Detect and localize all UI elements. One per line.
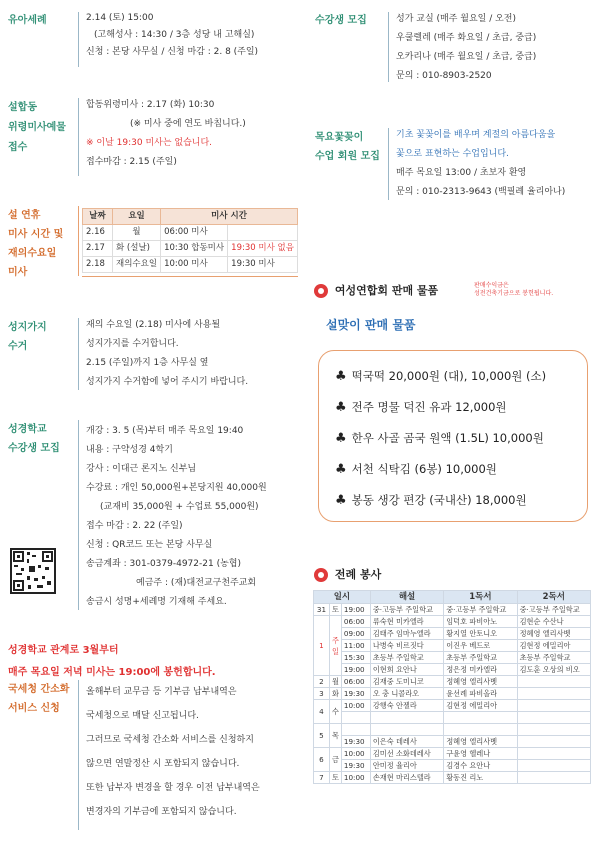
schedule-header-day: 요일 bbox=[113, 209, 161, 225]
volunteer-row: 09:00 김태주 임마누엘라 황지열 안토니오 정혜영 엘리사벳 bbox=[314, 628, 591, 640]
volunteer-row: 2 월 06:00 김재중 도미니코 정혜영 엘리사벳 bbox=[314, 676, 591, 688]
holiday-schedule-table bbox=[82, 208, 298, 273]
bible-school-body: 개강 : 3. 5 (목)부터 매주 목요일 19:40 내용 : 구약성경 4학기 강사 : 이대근 론지노 신부님 수강료 : 개인 50,000원+본당지원 40,000원 (교재비 35,000원 + 수업료 55,000원) 접수 마감 : 2. 22 (주일) 신청 : QR코드 또는 본당 사무실 송금계좌 : 301-0379-4972-21 (농협) 예금주 : (재)대전교구천주교회 송금시 성명+세례명 기재해 주세요. bbox=[86, 426, 267, 607]
volunteer-row bbox=[314, 712, 591, 724]
location-pin-icon bbox=[314, 284, 328, 298]
flower-title: 목요꽃꽂이 수업 회원 모집 bbox=[315, 132, 380, 162]
schedule-header-date: 날짜 bbox=[83, 209, 113, 225]
tax-title: 국세청 간소화 서비스 신청 bbox=[8, 684, 70, 714]
sale-note: 판매수익금은 성전건축기금으로 봉헌됩니다. bbox=[474, 282, 554, 297]
new-year-mass-line: (※ 미사 중에 연도 바칩니다.) bbox=[130, 119, 246, 129]
volunteer-row: 19:00 이현희 요안나 정은정 미카엘라 김도훈 오상의 비오 bbox=[314, 664, 591, 676]
volunteer-row: 7 토 10:00 손재현 마리스텔라 황동진 리노 bbox=[314, 772, 591, 784]
bible-school-title: 성경학교 수강생 모집 bbox=[8, 424, 60, 454]
flower-body: 기초 꽃꽂이를 배우며 계절의 아름다움을 꽃으로 표현하는 수업입니다. 매주 목요일 13:00 / 초보자 환영 문의 : 010-2313-9643 (백필례 율리아나) bbox=[396, 130, 566, 197]
tax-body: 올해부터 교무금 등 기부금 납부내역은 국세청으로 매달 신고됩니다. 그러므로 국세청 간소화 서비스를 신청하지 않으면 연말정산 시 포함되지 않습니다. 또한 납부자 변경을 할 경우 이전 납부내역은 변경자의 기부금에 포함되지 않습니다. bbox=[86, 687, 260, 817]
sale-item: ♣ 전주 명물 덕진 유과 12,000원 bbox=[335, 400, 507, 415]
sale-item: ♣ 떡국떡 20,000원 (대), 10,000원 (소) bbox=[335, 369, 547, 384]
volunteer-header-label: 전례 봉사 bbox=[334, 568, 382, 582]
volunteer-header bbox=[314, 568, 381, 582]
palm-title: 성지가지 수거 bbox=[8, 322, 47, 352]
infant-baptism-title: 유아세례 bbox=[8, 15, 47, 26]
volunteer-row: 5 목 bbox=[314, 724, 591, 736]
sale-items-list bbox=[335, 361, 546, 516]
schedule-header-row bbox=[83, 209, 298, 225]
new-year-mass-line: ※ 이날 19:30 미사는 없습니다. bbox=[86, 138, 213, 148]
sale-item: ♣ 서천 식탁김 (6봉) 10,000원 bbox=[335, 462, 497, 477]
sale-header bbox=[314, 284, 438, 298]
infant-baptism-line: 신청 : 본당 사무실 / 신청 마감 : 2. 8 (주일) bbox=[86, 47, 259, 57]
new-year-mass-body bbox=[86, 96, 246, 172]
recruit-body: 성가 교실 (매주 월요일 / 오전) 우쿨렐레 (매주 화요일 / 초급, 중급) 오카리나 (매주 월요일 / 초급, 중급) 문의 : 010-8903-2520 bbox=[396, 14, 537, 81]
palm-body: 재의 수요일 (2.18) 미사에 사용될 성지가지를 수거합니다. 2.15 (주일)까지 1층 사무실 옆 성지가지 수거함에 넣어 주시기 바랍니다. bbox=[86, 320, 249, 387]
new-year-mass-title: 설합동 위령미사예물 접수 bbox=[8, 102, 66, 153]
schedule-row: 2.18 재의수요일 10:00 미사 19:30 미사 bbox=[83, 257, 298, 273]
qr-code-icon[interactable] bbox=[10, 548, 56, 594]
schedule-row: 2.16 월 06:00 미사 bbox=[83, 225, 298, 241]
recruit-title: 수강생 모집 bbox=[315, 15, 367, 26]
sale-item: ♣ 봉동 생강 편강 (국내산) 18,000원 bbox=[335, 493, 527, 508]
infant-baptism-body bbox=[86, 10, 258, 61]
infant-baptism-line: 2.14 (토) 15:00 bbox=[86, 13, 154, 23]
volunteer-row: 3 화 19:30 오 충 니콜라오 윤선례 파비올라 bbox=[314, 688, 591, 700]
volunteer-row: 4 수 10:00 강행숙 안젤라 김현정 에밀리아 bbox=[314, 700, 591, 712]
volunteer-table bbox=[313, 590, 591, 784]
new-year-mass-line: 합동위령미사 : 2.17 (화) 10:30 bbox=[86, 100, 215, 110]
club-icon: ♣ bbox=[335, 400, 347, 415]
new-year-mass-line: 접수마감 : 2.15 (주일) bbox=[86, 157, 177, 167]
volunteer-row: 11:00 나병숙 비르짓다 이진우 베드로 김현정 에밀리아 bbox=[314, 640, 591, 652]
volunteer-row: 19:30 이은숙 데레사 정혜영 엘리사벳 bbox=[314, 736, 591, 748]
volunteer-row: 6 금 10:00 김미선 소화데레사 구윤영 헬레나 bbox=[314, 748, 591, 760]
sale-items-box bbox=[318, 350, 588, 522]
volunteer-row: 1 주일 06:00 류숙현 미카엘라 임덕호 파비아노 김현순 수산나 bbox=[314, 616, 591, 628]
bible-notice: 성경학교 관계로 3월부터 매주 목요일 저녁 미사는 19:00에 봉헌합니다. bbox=[8, 645, 216, 678]
infant-baptism-line: (고해성사 : 14:30 / 3층 성당 내 고해실) bbox=[94, 30, 255, 40]
sale-item: ♣ 한우 사골 곰국 원액 (1.5L) 10,000원 bbox=[335, 431, 544, 446]
club-icon: ♣ bbox=[335, 462, 347, 477]
club-icon: ♣ bbox=[335, 431, 347, 446]
location-pin-icon bbox=[314, 568, 328, 582]
volunteer-header-row: 일시 해설 1독서 2독서 bbox=[314, 591, 591, 604]
sale-subtitle: 설맞이 판매 물품 bbox=[326, 318, 416, 332]
schedule-header-time: 미사 시간 bbox=[161, 209, 298, 225]
schedule-row: 2.17 화 (설날) 10:30 합동미사 19:30 미사 없음 bbox=[83, 241, 298, 257]
club-icon: ♣ bbox=[335, 493, 347, 508]
sale-header-label: 여성연합회 판매 물품 bbox=[334, 284, 439, 298]
club-icon: ♣ bbox=[335, 369, 347, 384]
volunteer-row: 15:30 초등부 주일학교 초등부 주일학교 초등부 주일학교 bbox=[314, 652, 591, 664]
volunteer-row: 31 토 19:00 중·고등부 주일학교 중·고등부 주일학교 중·고등부 주일학교 bbox=[314, 604, 591, 616]
holiday-schedule-title: 설 연휴 미사 시간 및 재의수요일 미사 bbox=[8, 210, 64, 278]
volunteer-row: 19:30 안미정 율리아 김경수 요안나 bbox=[314, 760, 591, 772]
